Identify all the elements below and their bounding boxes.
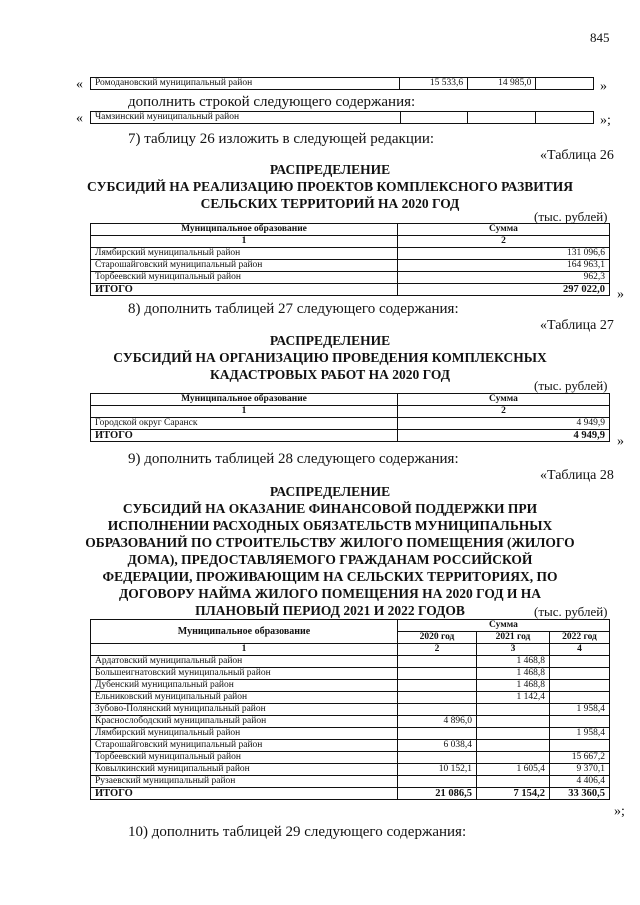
year-header: 2022 год <box>550 632 610 644</box>
district-name: Зубово-Полянский муниципальный район <box>91 704 398 716</box>
col-header: Муниципальное образование <box>91 620 398 644</box>
value-2020: 10 152,1 <box>398 764 477 776</box>
value-2021: 1 605,4 <box>477 764 550 776</box>
close-quote: » <box>617 434 624 449</box>
value-cell: 15 533,6 <box>399 78 467 90</box>
top-table-row2 <box>90 111 594 124</box>
value-2022 <box>550 740 610 752</box>
value-cell: 14 985,0 <box>468 78 536 90</box>
total-2020: 21 086,5 <box>398 788 477 800</box>
district-name: Ельниковский муниципальный район <box>91 692 398 704</box>
table28-title-line: ИСПОЛНЕНИИ РАСХОДНЫХ ОБЯЗАТЕЛЬСТВ МУНИЦИПАЛЬНЫХ <box>107 518 553 533</box>
value-2022: 15 667,2 <box>550 752 610 764</box>
table28 <box>90 619 610 800</box>
value-2022: 9 370,1 <box>550 764 610 776</box>
close-quote: »; <box>600 113 611 128</box>
top-table-row1 <box>90 77 594 90</box>
table28-title-line: ПЛАНОВЫЙ ПЕРИОД 2021 И 2022 ГОДОВ <box>195 603 465 618</box>
value-2020: 4 896,0 <box>398 716 477 728</box>
value-cell <box>400 112 468 124</box>
district-name: Рузаевский муниципальный район <box>91 776 398 788</box>
item-10: 10) дополнить таблицей 29 следующего содержания: <box>128 824 467 840</box>
table27-units: (тыс. рублей) <box>534 378 608 393</box>
item-9: 9) дополнить таблицей 28 следующего содержания: <box>128 451 459 467</box>
value-2022 <box>550 680 610 692</box>
col-number: 1 <box>91 644 398 656</box>
col-number: 3 <box>477 644 550 656</box>
district-name: Большеигнатовский муниципальный район <box>91 668 398 680</box>
close-quote: » <box>600 79 607 94</box>
table-row <box>91 418 610 430</box>
value-2020 <box>398 752 477 764</box>
item-8: 8) дополнить таблицей 27 следующего содержания: <box>128 301 459 317</box>
table27-label: «Таблица 27 <box>540 318 614 333</box>
col-header: Муниципальное образование <box>91 394 398 406</box>
close-quote: »; <box>614 804 625 819</box>
col-header: Муниципальное образование <box>91 224 398 236</box>
district-name: Чамзинский муниципальный район <box>91 112 401 124</box>
col-header: Сумма <box>398 224 610 236</box>
sum-cell: 164 963,1 <box>398 260 610 272</box>
table-row <box>91 776 610 788</box>
table-row <box>91 728 610 740</box>
district-name: Ардатовский муниципальный район <box>91 656 398 668</box>
col-number: 2 <box>398 236 610 248</box>
col-header: Сумма <box>398 394 610 406</box>
table26-units: (тыс. рублей) <box>534 209 608 224</box>
table27-title <box>60 332 600 383</box>
total-sum: 297 022,0 <box>398 284 610 296</box>
value-cell <box>536 112 594 124</box>
table-row <box>91 260 610 272</box>
district-name: Дубенский муниципальный район <box>91 680 398 692</box>
table26-title-line: СЕЛЬСКИХ ТЕРРИТОРИЙ НА 2020 ГОД <box>200 196 460 211</box>
district-name: Лямбирский муниципальный район <box>91 728 398 740</box>
value-2020 <box>398 668 477 680</box>
value-2020 <box>398 680 477 692</box>
district-name: Старошайговский муниципальный район <box>91 260 398 272</box>
table-row <box>91 272 610 284</box>
col-number: 1 <box>91 406 398 418</box>
open-quote: « <box>76 111 83 126</box>
table27-title-line: КАДАСТРОВЫХ РАБОТ НА 2020 ГОД <box>209 367 451 382</box>
table26-label: «Таблица 26 <box>540 148 614 163</box>
total-row <box>91 284 610 296</box>
table-row <box>91 248 610 260</box>
value-2021: 1 468,8 <box>477 656 550 668</box>
total-row <box>91 788 610 800</box>
value-2020: 6 038,4 <box>398 740 477 752</box>
value-2021 <box>477 716 550 728</box>
table28-label: «Таблица 28 <box>540 468 614 483</box>
table-row <box>91 704 610 716</box>
year-header: 2020 год <box>398 632 477 644</box>
table28-title-line: ОБРАЗОВАНИЙ ПО СТРОИТЕЛЬСТВУ ЖИЛОГО ПОМЕЩЕНИЯ (ЖИЛОГО <box>85 535 575 550</box>
table28-title <box>60 483 600 619</box>
sum-header: Сумма <box>398 620 610 632</box>
table-row <box>91 764 610 776</box>
value-2021 <box>477 704 550 716</box>
value-2021 <box>477 740 550 752</box>
table-row <box>91 668 610 680</box>
value-2022 <box>550 656 610 668</box>
sum-cell: 131 096,6 <box>398 248 610 260</box>
table28-title-line: РАСПРЕДЕЛЕНИЕ <box>269 484 391 499</box>
table28-title-line: ФЕДЕРАЦИИ, ПРОЖИВАЮЩИМ НА СЕЛЬСКИХ ТЕРРИТОРИЯХ, ПО <box>102 569 558 584</box>
total-label: ИТОГО <box>91 284 398 296</box>
table-row <box>91 752 610 764</box>
col-number: 2 <box>398 644 477 656</box>
table26-title-line: СУБСИДИЙ НА РЕАЛИЗАЦИЮ ПРОЕКТОВ КОМПЛЕКСНОГО РАЗВИТИЯ <box>87 179 573 194</box>
table-row <box>91 716 610 728</box>
table26 <box>90 223 610 296</box>
value-cell <box>468 112 536 124</box>
table27 <box>90 393 610 442</box>
sum-cell: 4 949,9 <box>398 418 610 430</box>
table28-title-line: ДОГОВОРУ НАЙМА ЖИЛОГО ПОМЕЩЕНИЯ НА 2020 ГОД И НА <box>119 586 541 601</box>
total-row <box>91 430 610 442</box>
col-number: 1 <box>91 236 398 248</box>
value-2022: 1 958,4 <box>550 728 610 740</box>
district-name: Старошайговский муниципальный район <box>91 740 398 752</box>
table27-title-line: РАСПРЕДЕЛЕНИЕ <box>269 333 391 348</box>
value-2022 <box>550 716 610 728</box>
value-2021: 1 468,8 <box>477 668 550 680</box>
table-row <box>91 680 610 692</box>
table-row <box>91 692 610 704</box>
value-2021 <box>477 752 550 764</box>
district-name: Ромодановский муниципальный район <box>91 78 400 90</box>
year-header: 2021 год <box>477 632 550 644</box>
value-2021: 1 142,4 <box>477 692 550 704</box>
supplement-text: дополнить строкой следующего содержания: <box>128 94 416 110</box>
table28-title-line: ДОМА), ПРЕДОСТАВЛЯЕМОГО ГРАЖДАНАМ РОССИЙСКОЙ <box>127 552 533 567</box>
value-2022 <box>550 692 610 704</box>
district-name: Городской округ Саранск <box>91 418 398 430</box>
value-2022: 1 958,4 <box>550 704 610 716</box>
item-7: 7) таблицу 26 изложить в следующей редакции: <box>128 131 435 147</box>
table-row <box>91 656 610 668</box>
table-row <box>91 740 610 752</box>
value-2020 <box>398 692 477 704</box>
open-quote: « <box>76 77 83 92</box>
close-quote: » <box>617 287 624 302</box>
total-label: ИТОГО <box>91 430 398 442</box>
value-2022 <box>550 668 610 680</box>
district-name: Краснослободский муниципальный район <box>91 716 398 728</box>
value-2021: 1 468,8 <box>477 680 550 692</box>
total-2021: 7 154,2 <box>477 788 550 800</box>
district-name: Торбеевский муниципальный район <box>91 272 398 284</box>
col-number: 4 <box>550 644 610 656</box>
sum-cell: 962,3 <box>398 272 610 284</box>
value-cell <box>536 78 594 90</box>
value-2020 <box>398 656 477 668</box>
table28-units: (тыс. рублей) <box>534 604 608 619</box>
table28-title-line: СУБСИДИЙ НА ОКАЗАНИЕ ФИНАНСОВОЙ ПОДДЕРЖКИ ПРИ <box>122 501 538 516</box>
total-sum: 4 949,9 <box>398 430 610 442</box>
page-number: 845 <box>590 30 610 45</box>
table27-title-line: СУБСИДИЙ НА ОРГАНИЗАЦИЮ ПРОВЕДЕНИЯ КОМПЛЕКСНЫХ <box>113 350 547 365</box>
table26-title <box>60 161 600 212</box>
total-2022: 33 360,5 <box>550 788 610 800</box>
district-name: Ковылкинский муниципальный район <box>91 764 398 776</box>
value-2022: 4 406,4 <box>550 776 610 788</box>
value-2020 <box>398 776 477 788</box>
value-2021 <box>477 776 550 788</box>
value-2021 <box>477 728 550 740</box>
total-label: ИТОГО <box>91 788 398 800</box>
col-number: 2 <box>398 406 610 418</box>
district-name: Лямбирский муниципальный район <box>91 248 398 260</box>
value-2020 <box>398 728 477 740</box>
table26-title-line: РАСПРЕДЕЛЕНИЕ <box>269 162 391 177</box>
value-2020 <box>398 704 477 716</box>
district-name: Торбеевский муниципальный район <box>91 752 398 764</box>
